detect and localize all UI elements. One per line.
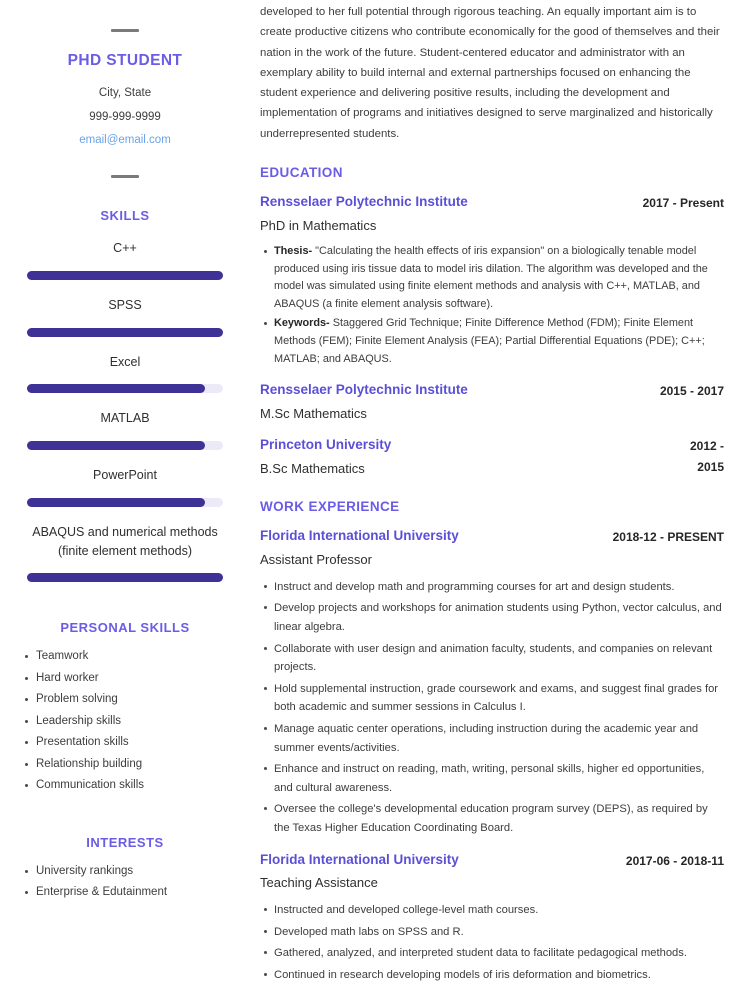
- skill-level-bar: [27, 328, 223, 337]
- entry-dates: 2018-12 - PRESENT: [612, 530, 724, 545]
- institution-name: Rensselaer Polytechnic Institute: [260, 382, 468, 398]
- contact-phone: 999-999-9999: [89, 111, 161, 123]
- list-item: Leadership skills: [22, 713, 228, 730]
- skill-name: ABAQUS and numerical methods (finite element methods): [32, 524, 218, 558]
- list-item: Enterprise & Edutainment: [22, 884, 228, 901]
- list-item: Continued in research developing models of iris deformation and biometrics.: [260, 966, 724, 985]
- skill-item: [22, 523, 228, 583]
- list-item: Develop projects and workshops for animation students using Python, vector calculus, and linear algebra.: [260, 599, 724, 636]
- institution-name: Princeton University: [260, 437, 392, 453]
- list-item: Presentation skills: [22, 734, 228, 751]
- entry-dates: 2015 - 2017: [659, 384, 724, 399]
- divider-bottom: [111, 175, 139, 178]
- entry-dates: 2017-06 - 2018-11: [625, 853, 724, 868]
- interests-list: [22, 863, 228, 902]
- entry-header: [260, 436, 724, 456]
- skill-level-bar: [27, 384, 223, 393]
- list-item: Problem solving: [22, 691, 228, 708]
- work-bullet-list: [260, 901, 724, 984]
- skill-level-bar: [27, 498, 223, 507]
- detail-text: "Calculating the health effects of iris expansion" on a biologically tenable model produced using iris tissue data to model iris dilation. The algorithm was developed and the model was simulated using finite element methods and analysis with C++, MATLAB, and ABAQUS (a finite element analysis software).: [274, 244, 708, 310]
- detail-label: Thesis-: [274, 244, 313, 257]
- skill-level-bar: [27, 573, 223, 582]
- education-entry: [260, 436, 724, 478]
- degree-name: M.Sc Mathematics: [260, 406, 367, 422]
- detail-text: Staggered Grid Technique; Finite Difference Method (FDM); Finite Element Methods (FEM); Finite Element Analysis (FEA); Partial Differential Equations (PDE); C++; MATLAB; and ABAQUS.: [274, 317, 705, 365]
- section-heading-education: EDUCATION: [260, 165, 343, 181]
- job-title: Assistant Professor: [260, 551, 372, 567]
- education-detail-list: [260, 243, 724, 369]
- education-entry: [260, 193, 724, 368]
- list-item: Hard worker: [22, 670, 228, 687]
- skills-list: [22, 239, 228, 582]
- list-item: Collaborate with user design and animation faculty, students, and companies on relevant projects.: [260, 640, 724, 677]
- skill-item: [22, 409, 228, 450]
- entry-dates: 2012 -: [689, 439, 724, 454]
- list-item: Teamwork: [22, 648, 228, 665]
- skill-name: PowerPoint: [93, 468, 157, 482]
- summary-paragraph: developed to her full potential through rigorous teaching. An equally important aim is to create productive citizens who contribute economically for the good of themselves and their nation in the work of the future. Student-centered educator and administrator with an exemplary ability to build internal and external partnerships focused on enhancing the student experience and delivering positive results, including the development and implementation of programs and initiatives designed to serve marginalized and historically underrepresented students.: [260, 6, 720, 140]
- list-item: [260, 315, 724, 368]
- main-column: [250, 0, 750, 982]
- degree-row: [260, 401, 724, 423]
- work-bullet-list: [260, 578, 724, 838]
- section-heading-work-experience: WORK EXPERIENCE: [260, 499, 400, 515]
- contact-location: City, State: [98, 87, 152, 99]
- skill-level-fill: [27, 573, 223, 582]
- skill-level-bar: [27, 271, 223, 280]
- entry-header: [260, 193, 724, 213]
- degree-name: PhD in Mathematics: [260, 217, 377, 233]
- education-entry: [260, 381, 724, 423]
- list-item: Enhance and instruct on reading, math, writing, personal skills, higher ed opportunities, and cultural awareness.: [260, 760, 724, 797]
- employer-name: Florida International University: [260, 528, 459, 544]
- degree-row: [260, 213, 724, 235]
- skill-item: [22, 296, 228, 337]
- skill-level-fill: [27, 498, 205, 507]
- skill-level-fill: [27, 384, 205, 393]
- work-experience-section: [260, 527, 724, 985]
- entry-header: [260, 527, 724, 547]
- skill-level-fill: [27, 328, 223, 337]
- skill-name: SPSS: [108, 297, 142, 312]
- list-item: Developed math labs on SPSS and R.: [260, 923, 724, 942]
- list-item: Manage aquatic center operations, including instruction during the academic year and summer events/activities.: [260, 720, 724, 757]
- sidebar-heading-skills: SKILLS: [100, 208, 150, 223]
- list-item: Communication skills: [22, 777, 228, 794]
- skill-item: [22, 239, 228, 280]
- list-item: University rankings: [22, 863, 228, 880]
- skill-level-fill: [27, 271, 223, 280]
- skill-item: [22, 466, 228, 507]
- work-entry: [260, 527, 724, 838]
- sidebar: [0, 0, 250, 900]
- contact-email[interactable]: email@email.com: [79, 134, 171, 146]
- sidebar-heading-interests: INTERESTS: [86, 834, 164, 850]
- skill-level-bar: [27, 441, 223, 450]
- entry-dates: 2017 - Present: [642, 196, 724, 211]
- list-item: Instructed and developed college-level math courses.: [260, 901, 724, 920]
- detail-label: Keywords-: [274, 317, 330, 330]
- skill-name: Excel: [109, 354, 141, 369]
- list-item: [260, 243, 724, 314]
- degree-row: [260, 456, 724, 478]
- list-item: Oversee the college's developmental education program survey (DEPS), as required by the Texas Higher Education Coordinating Board.: [260, 800, 724, 837]
- job-title: Teaching Assistance: [260, 875, 378, 891]
- skill-level-fill: [27, 441, 205, 450]
- list-item: Relationship building: [22, 756, 228, 773]
- list-item: Gathered, analyzed, and interpreted student data to facilitate pedagogical methods.: [260, 944, 724, 963]
- list-item: Instruct and develop math and programming courses for art and design students.: [260, 578, 724, 597]
- skill-item: [22, 353, 228, 394]
- degree-name: B.Sc Mathematics: [260, 460, 365, 476]
- entry-header: [260, 851, 724, 871]
- entry-header: [260, 381, 724, 401]
- skill-name: MATLAB: [100, 411, 150, 426]
- personal-skills-list: [22, 648, 228, 794]
- divider-top: [111, 29, 139, 32]
- sidebar-heading-personal-skills: PERSONAL SKILLS: [60, 620, 190, 636]
- work-entry: [260, 851, 724, 985]
- institution-name: Rensselaer Polytechnic Institute: [260, 194, 468, 210]
- entry-dates-end: 2015: [697, 459, 724, 474]
- employer-name: Florida International University: [260, 851, 459, 867]
- page-title: PHD STUDENT: [67, 52, 183, 69]
- list-item: Hold supplemental instruction, grade coursework and exams, and suggest final grades for both academic and summer sessions in Calculus I.: [260, 680, 724, 717]
- skill-name: C++: [113, 241, 137, 255]
- education-section: [260, 193, 724, 478]
